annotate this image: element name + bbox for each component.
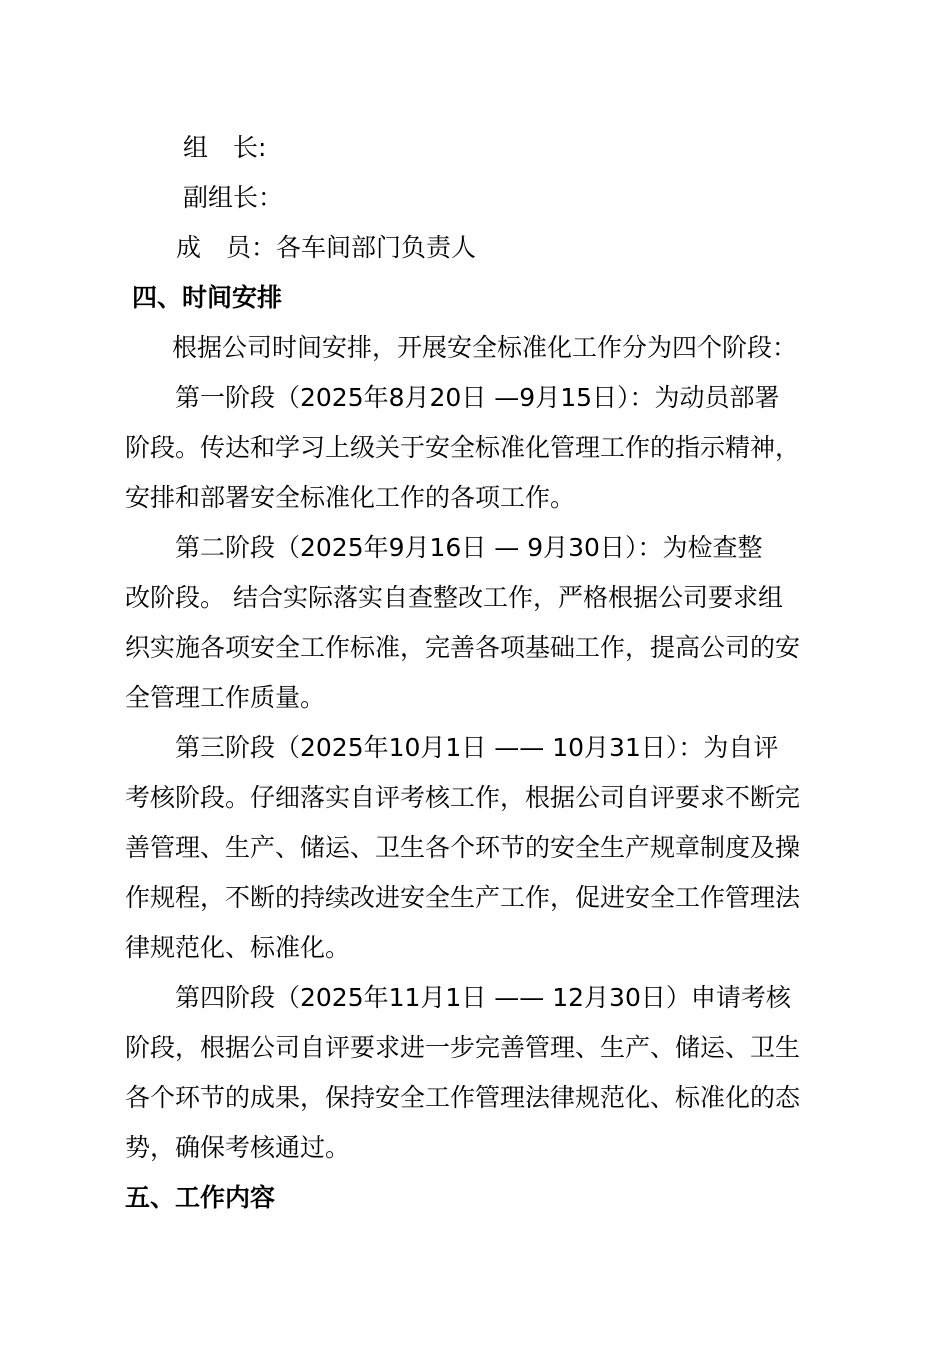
stage3-line: 律规范化、标准化。: [125, 933, 351, 962]
team-deputy-line: 副组长：: [183, 183, 284, 212]
stage4-line: 阶段，根据公司自评要求进一步完善管理、生产、储运、卫生: [125, 1033, 801, 1062]
stage3-line: 善管理、生产、储运、卫生各个环节的安全生产规章制度及操: [125, 833, 801, 862]
stage2-line: 织实施各项安全工作标准，完善各项基础工作，提高公司的安: [125, 633, 801, 662]
team-members-line: 成 员：各车间部门负责人: [176, 233, 477, 262]
stage1-line: 第一阶段（2025年8月20日 —9月15日）：为动员部署: [175, 383, 780, 412]
stage4-line: 各个环节的成果，保持安全工作管理法律规范化、标准化的态: [125, 1083, 801, 1112]
section-heading-time-arrangement: 四、时间安排: [132, 283, 283, 312]
stage2-line: 第二阶段（2025年9月16日 — 9月30日）：为检查整: [175, 533, 763, 562]
stage3-line: 第三阶段（2025年10月1日 —— 10月31日）：为自评: [175, 733, 779, 762]
section-heading-work-content: 五、工作内容: [125, 1183, 276, 1212]
stage3-line: 作规程，不断的持续改进安全生产工作，促进安全工作管理法: [125, 883, 801, 912]
stage1-line: 阶段。传达和学习上级关于安全标准化管理工作的指示精神，: [125, 433, 801, 462]
stage2-line: 全管理工作质量。: [125, 683, 326, 712]
time-arrangement-intro: 根据公司时间安排，开展安全标准化工作分为四个阶段：: [172, 333, 798, 362]
stage3-line: 考核阶段。仔细落实自评考核工作，根据公司自评要求不断完: [125, 783, 801, 812]
stage4-line: 第四阶段（2025年11月1日 —— 12月30日）申请考核: [175, 983, 791, 1012]
stage2-line: 改阶段。 结合实际落实自查整改工作，严格根据公司要求组: [125, 583, 783, 612]
stage1-line: 安排和部署安全标准化工作的各项工作。: [125, 483, 576, 512]
stage4-line: 势，确保考核通过。: [125, 1133, 351, 1162]
team-leader-line: 组 长:: [183, 133, 267, 162]
